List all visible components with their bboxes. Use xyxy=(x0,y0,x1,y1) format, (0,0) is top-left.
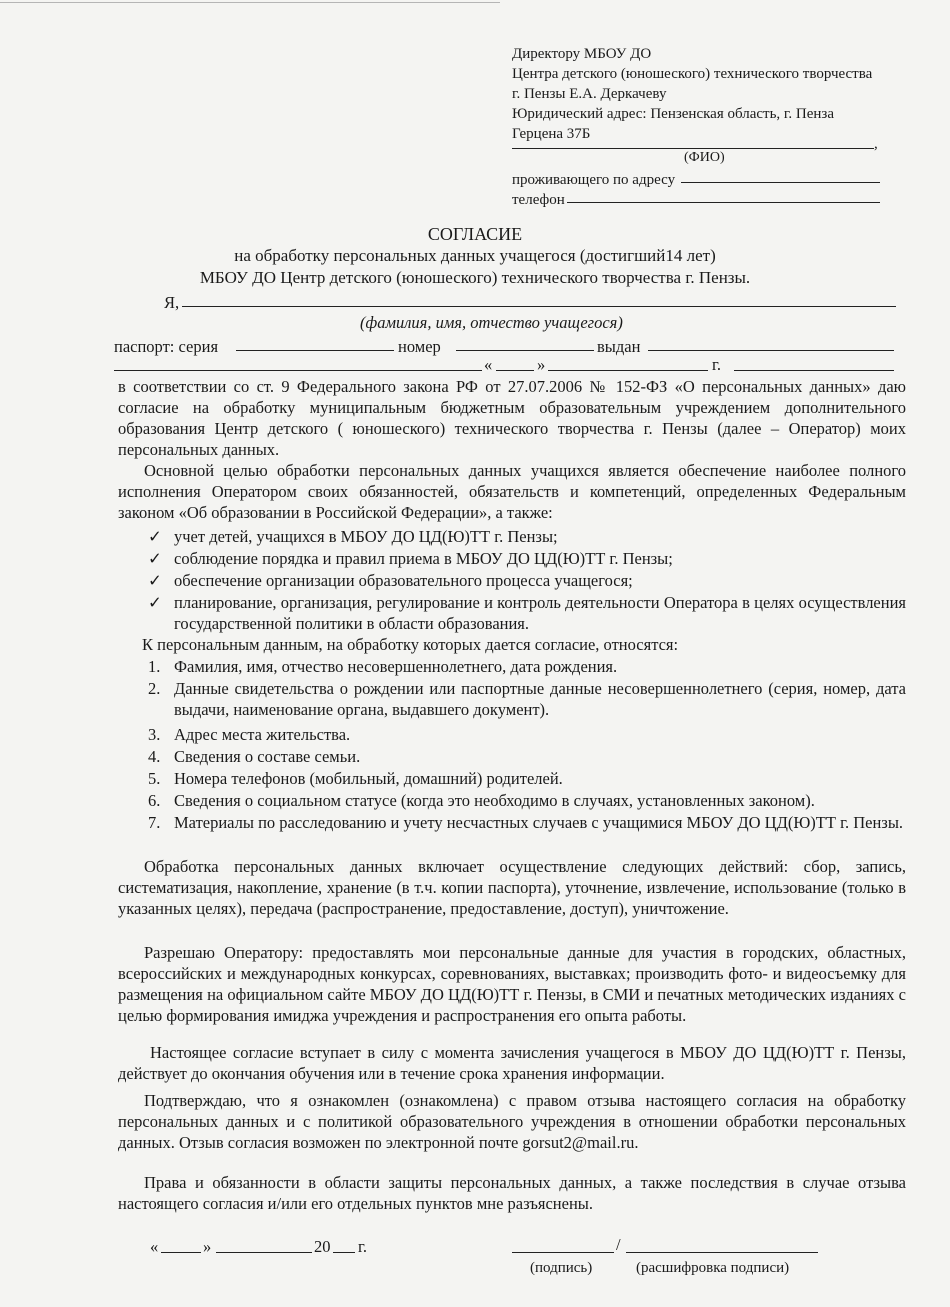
rights-paragraph: Права и обязанности в области защиты персональных данных, а также последствия в случае отзыва настоящего согласия и/или его отдельных пунктов мне разъяснены. xyxy=(118,1173,906,1213)
consent-paragraph: в соответствии со ст. 9 Федерального закона РФ от 27.07.2006 № 152-ФЗ «О персональных данных» даю согласие на обработку муниципальным бюджетным образовательным учреждением дополнительного образования Центр детского ( юношеского) технического творчества г. Пензы (далее – Оператор) моих персональных данных. xyxy=(118,377,906,459)
data-item-text: Адрес места жительства. xyxy=(174,725,351,744)
signature-slash: / xyxy=(616,1235,621,1254)
purpose-paragraph: Основной целью обработки персональных данных учащихся является обеспечение наиболее полного исполнения Оператором своих обязанностей, обязательств и компетенций, определенных Федеральным законом «Об образовании в Российской Федерации», а также: xyxy=(118,461,906,522)
decode-label: (расшифровка подписи) xyxy=(636,1260,790,1276)
ya-label: Я, xyxy=(164,293,180,312)
data-intro: К персональным данным, на обработку которых дается согласие, относятся: xyxy=(142,635,679,654)
sign-year-blank xyxy=(333,1238,355,1253)
check-icon: ✓ xyxy=(148,527,162,546)
sign-date-quote-open: « xyxy=(150,1237,159,1256)
check-icon: ✓ xyxy=(148,571,162,590)
phone-blank xyxy=(567,188,880,203)
item-number: 2. xyxy=(148,679,161,698)
confirm-paragraph: Подтверждаю, что я ознакомлен (ознакомлена) с правом отзыва настоящего согласия на обработку персональных данных и с политикой образовательного учреждения в отношении обработки персональных данных. Отзыв согласия возможен по электронной почте gorsut2@mail.ru. xyxy=(118,1091,906,1152)
data-item-text: Номера телефонов (мобильный, домашний) родителей. xyxy=(174,769,563,788)
sign-day-blank xyxy=(161,1238,201,1253)
decode-blank xyxy=(626,1238,818,1253)
fio-comma: , xyxy=(874,136,878,152)
phone-label: телефон xyxy=(512,192,565,208)
issue-month-blank xyxy=(548,356,708,371)
address-blank xyxy=(681,168,880,183)
item-number: 5. xyxy=(148,769,161,788)
purpose-text: обеспечение организации образовательного процесса учащегося; xyxy=(174,571,633,590)
title-subline-1: на обработку персональных данных учащегося (достигший14 лет) xyxy=(234,246,716,265)
addressee-line-4: Юридический адрес: Пензенская область, г. Пенза xyxy=(512,106,834,122)
fio-hint: (фамилия, имя, отчество учащегося) xyxy=(360,313,623,332)
sign-label: (подпись) xyxy=(530,1260,593,1276)
check-icon: ✓ xyxy=(148,549,162,568)
item-number: 6. xyxy=(148,791,161,810)
addressee-line-3: г. Пензы Е.А. Деркачеву xyxy=(512,86,667,102)
issuer-blank xyxy=(114,356,482,371)
signature-blank xyxy=(512,1238,614,1253)
issue-year-suffix: г. xyxy=(712,355,722,374)
permission-paragraph: Разрешаю Оператору: предоставлять мои персональные данные для участия в городских, областных, всероссийских и международных конкурсах, соревнованиях, выставках; производить фото- и видеосъемку для размещения на официальном сайте МБОУ ДО ЦД(Ю)ТТ г. Пензы, в СМИ и печатных методических изданиях с целью формирования имиджа учреждения и распространения его опыта работы. xyxy=(118,943,906,1025)
data-item-text: Материалы по расследованию и учету несчастных случаев с учащимися МБОУ ДО ЦД(Ю)ТТ г. Пензы. xyxy=(174,813,904,832)
issue-day-blank xyxy=(496,356,534,371)
document-title: СОГЛАСИЕ xyxy=(427,224,523,244)
data-item-text: Сведения о социальном статусе (когда это необходимо в случаях, установленных законом). xyxy=(174,791,815,810)
purpose-text: соблюдение порядка и правил приема в МБОУ ДО ЦД(Ю)ТТ г. Пензы; xyxy=(174,549,673,568)
title-subline-2: МБОУ ДО Центр детского (юношеского) технического творчества г. Пензы. xyxy=(199,268,751,287)
check-icon: ✓ xyxy=(148,593,162,612)
data-item-text: Сведения о составе семьи. xyxy=(174,747,361,766)
item-number: 1. xyxy=(148,657,161,676)
fio-label: (ФИО) xyxy=(684,150,725,165)
sign-month-blank xyxy=(216,1238,312,1253)
sign-date-quote-close: » xyxy=(203,1237,212,1256)
passport-issued-blank xyxy=(648,336,894,351)
sign-year-prefix: 20 xyxy=(314,1237,331,1256)
validity-paragraph: Настоящее согласие вступает в силу с момента зачисления учащегося в МБОУ ДО ЦД(Ю)ТТ г. Пензы, действует до окончания обучения или в течение срока хранения информации. xyxy=(118,1043,906,1083)
item-number: 3. xyxy=(148,725,161,744)
item-number: 7. xyxy=(148,813,161,832)
passport-series-label: паспорт: серия xyxy=(114,337,219,356)
passport-number-blank xyxy=(456,336,594,351)
passport-issued-label: выдан xyxy=(597,337,641,356)
fio-blank xyxy=(512,134,874,149)
passport-number-label: номер xyxy=(398,337,441,356)
issue-tail-blank xyxy=(734,356,894,371)
issue-date-quote-close: » xyxy=(537,355,546,374)
scan-edge-line xyxy=(0,2,500,3)
processing-paragraph: Обработка персональных данных включает осуществление следующих действий: сбор, запись, систематизация, накопление, хранение (в т.ч. копии паспорта), уточнение, извлечение, использование (только в указанных целях), передача (распространение, предоставление, доступ), уничтожение. xyxy=(118,857,906,918)
addressee-line-1: Директору МБОУ ДО xyxy=(512,46,652,62)
sign-year-suffix: г. xyxy=(358,1237,368,1256)
addressee-line-2: Центра детского (юношеского) технического творчества xyxy=(512,66,873,82)
item-number: 4. xyxy=(148,747,161,766)
purpose-text: планирование, организация, регулирование и контроль деятельности Оператора в целях осуществления государственной политики в области образования. xyxy=(174,593,906,633)
student-fio-blank xyxy=(182,292,896,307)
passport-series-blank xyxy=(236,336,394,351)
addressee-line-5: Герцена 37Б xyxy=(512,126,591,142)
address-label: проживающего по адресу xyxy=(512,172,676,188)
data-item-text: Данные свидетельства о рождении или паспортные данные несовершеннолетнего (серия, номер, дата выдачи, наименование органа, выдавшего документ). xyxy=(174,679,906,719)
purpose-text: учет детей, учащихся в МБОУ ДО ЦД(Ю)ТТ г. Пензы; xyxy=(174,527,558,546)
data-item-text: Фамилия, имя, отчество несовершеннолетнего, дата рождения. xyxy=(174,657,618,676)
issue-date-quote-open: « xyxy=(484,355,493,374)
